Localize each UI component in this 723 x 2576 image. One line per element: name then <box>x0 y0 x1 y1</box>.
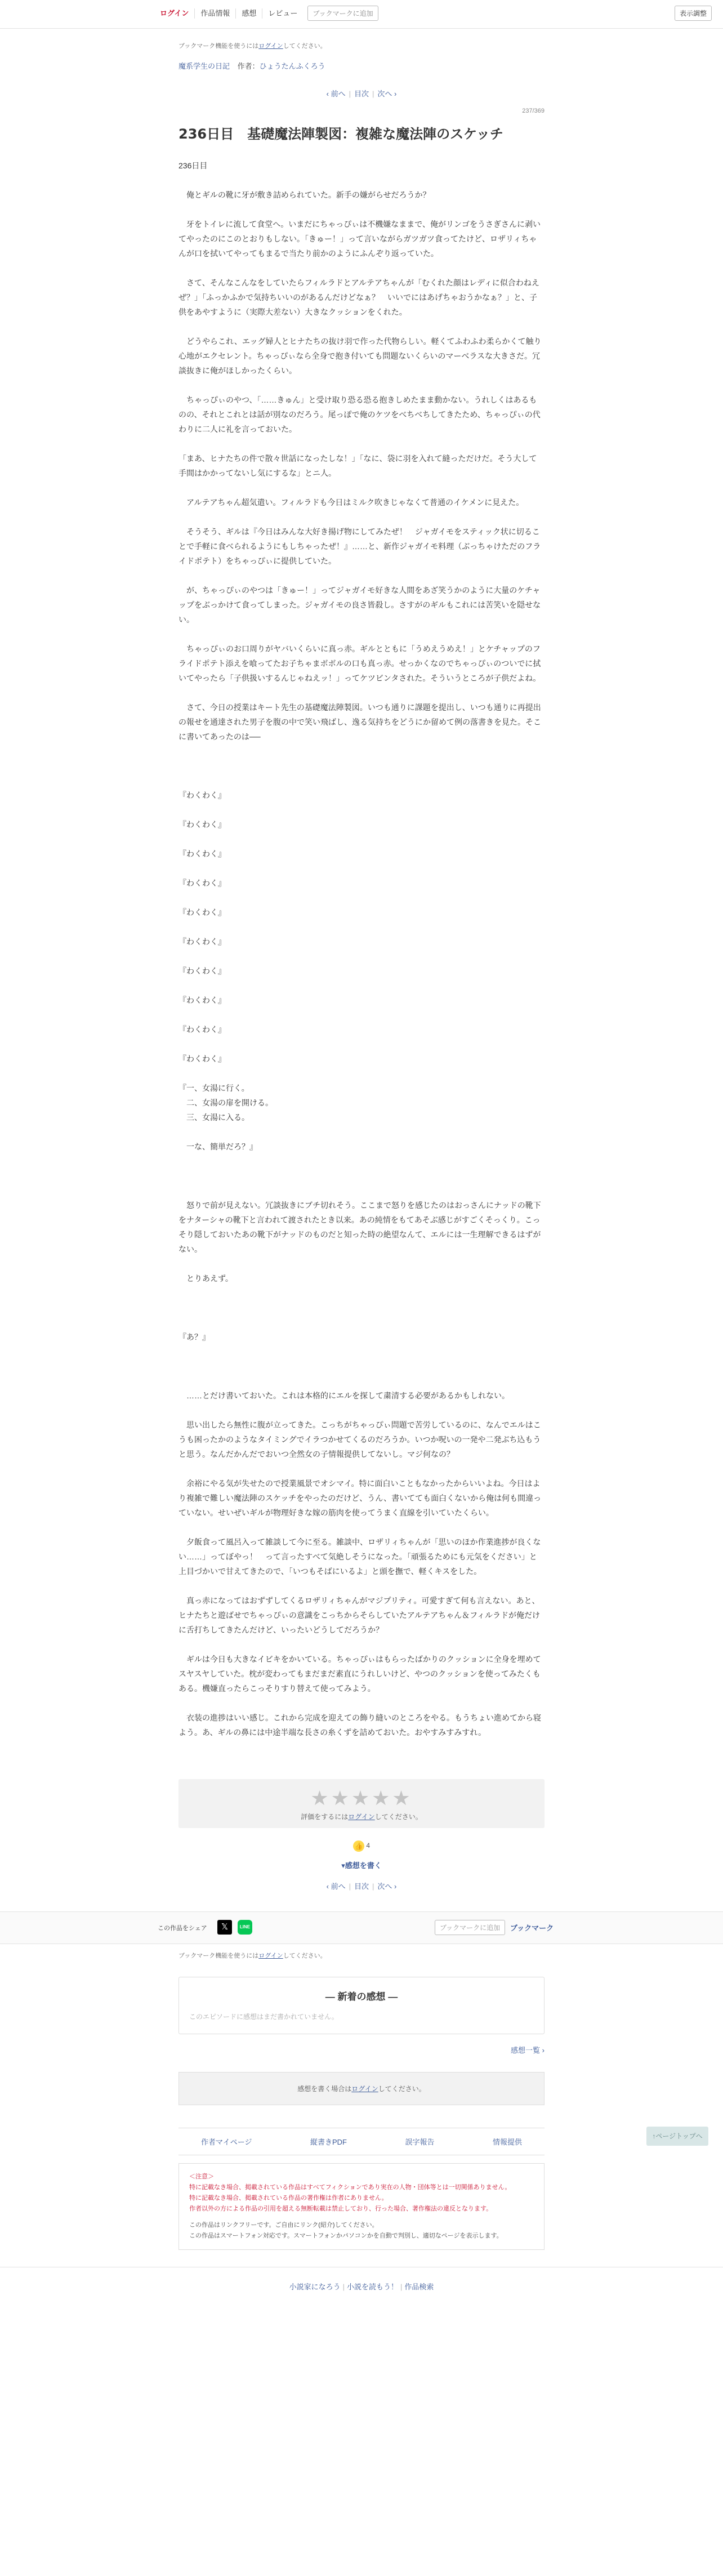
body-paragraph: 『わくわく』 <box>178 966 226 975</box>
body-paragraph: さて、今日の授業はキート先生の基礎魔法陣製図。いつも通りに課題を提出し、いつも通りに再提出の報せを通達された男子を腹の中で笑い飛ばし、逸る気持ちをどうにか留めて例の落書きを見た。そこに書いてあったのは── <box>178 703 541 741</box>
body-paragraph <box>178 759 545 773</box>
recent-reviews-box <box>178 1977 545 2034</box>
body-paragraph <box>178 1461 545 1476</box>
body-paragraph: 真っ赤になってはおずずしてくるロザリィちゃんがマジプリティ。可愛すぎて何も言えない。あと、ヒナたちと遊ばせでちゃっぴぃの意識をこっちからそらしていたアルテアちゃん＆フィルラドが俺だけに舌打ちしてきたんだけど、いったいどうしてだろうか？ <box>178 1596 541 1634</box>
body-paragraph: 『わくわく』 <box>178 879 226 888</box>
body-paragraph: どうやらこれ、エッグ婦人とヒナたちの抜け羽で作った代物らしい。軽くてふわふわ柔らかくて触り心地がエクセレント。ちゃっぴぃなら全身で抱き付いても問題ないくらいのマーベラスな大きさだ。冗談抜きに俺がほしかったくらい。 <box>178 337 542 375</box>
episode-pager-top: ‹ 前へ | 目次 | 次へ › <box>326 90 397 98</box>
bookmark-notice-lower-suffix: してください。 <box>283 1953 327 1959</box>
body-paragraph: 『あ？』 <box>178 1332 210 1342</box>
review-list-link[interactable]: 感想一覧 › <box>511 2046 545 2054</box>
body-paragraph <box>178 744 545 759</box>
body-paragraph <box>178 1037 545 1051</box>
write-review <box>178 1860 545 1870</box>
body-paragraph <box>178 1286 545 1300</box>
main-content <box>178 41 545 1891</box>
write-review-link[interactable]: ▾感想を書く <box>341 1861 382 1870</box>
body-paragraph <box>178 685 545 700</box>
vertical-pdf-link[interactable]: 縦書きPDF <box>310 2138 347 2146</box>
episode-title: 236日目 基礎魔法陣製図：複雑な魔法陣のスケッチ <box>178 126 503 142</box>
series-info <box>178 60 545 71</box>
body-paragraph: 怒りで前が見えない。冗談抜きにブチ切れそう。ここまで怒りを感じたのはおっさんにナッドの靴下をナターシャの靴下と言われて渡されたとき以来。あの純情をもてあそぶ感じがすごくそっくり。こっそり隠しておいたあの靴下がナッドのものだと知った時の絶望なんて、エルには一生理解できるはずがない。 <box>178 1201 541 1254</box>
review-login-suffix: してください。 <box>378 2085 426 2093</box>
author-link[interactable]: ひょうたんふくろう <box>259 62 325 70</box>
body-paragraph: とりあえず。 <box>178 1274 233 1283</box>
body-paragraph: 『わくわく』 <box>178 996 226 1005</box>
body-paragraph <box>178 173 545 188</box>
bookmark-notice-lower-login-link[interactable]: ログイン <box>258 1953 283 1959</box>
body-paragraph <box>178 1696 545 1710</box>
episode-body <box>178 158 545 1740</box>
body-paragraph <box>178 978 545 993</box>
rating-note-prefix: 評価をするには <box>301 1813 349 1821</box>
review-login-box <box>178 2072 545 2105</box>
bookmark-notice-lower-text: ブックマーク機能を使うには <box>178 1953 259 1959</box>
body-paragraph: 236日目 <box>178 161 208 170</box>
login-link[interactable]: ログイン <box>158 8 195 19</box>
add-bookmark-button[interactable]: ブックマークに追加 <box>307 6 378 21</box>
body-paragraph: 一な、簡単だろ？』 <box>178 1142 257 1151</box>
caution-info-line: この作品はリンクフリーです。ご自由にリンク(紹介)してください。 <box>189 2222 378 2229</box>
body-paragraph <box>178 510 545 524</box>
bottom-nav: 小説家になろう | 小説を読もう！ | 作品検索 <box>0 2267 723 2305</box>
body-paragraph <box>178 890 545 905</box>
lower-content <box>178 1951 545 2250</box>
narou-home-link[interactable]: 小説家になろう <box>289 2283 341 2291</box>
author-label: 作者： <box>237 62 260 70</box>
body-paragraph <box>178 1256 545 1271</box>
toc-link-bottom[interactable]: 目次 <box>354 1882 369 1891</box>
footer-links <box>178 2128 545 2155</box>
work-info-link[interactable]: 作品情報 <box>195 8 236 19</box>
rating-stars[interactable]: ★★★★★ <box>310 1786 413 1810</box>
body-paragraph <box>178 436 545 451</box>
caution-line: 特に記載なき場合、掲載されている作品はすべてフィクションであり実在の人物・団体等とは一切関係ありません。 <box>189 2184 511 2191</box>
add-bookmark-disabled-button[interactable]: ブックマークに追加 <box>435 1920 505 1935</box>
top-bar <box>0 0 723 29</box>
body-paragraph <box>178 1359 545 1374</box>
episode-number: 237/369 <box>522 108 545 114</box>
body-paragraph <box>178 1579 545 1593</box>
prev-link[interactable]: ‹ 前へ <box>326 90 346 98</box>
page-top-button[interactable]: ↑ページトップへ <box>646 2127 708 2146</box>
next-link[interactable]: 次へ › <box>377 90 397 98</box>
body-paragraph <box>178 1374 545 1388</box>
author-mypage-link[interactable]: 作者マイページ <box>201 2138 252 2146</box>
caution-info-line: この作品はスマートフォン対応です。スマートフォンかパソコンかを自動で判別し、適切なページを表示します。 <box>189 2232 503 2239</box>
bookmark-notice-suffix: してください。 <box>283 43 327 50</box>
body-paragraph: 『わくわく』 <box>178 937 226 946</box>
body-paragraph <box>178 568 545 583</box>
share-bar <box>0 1911 723 1944</box>
body-paragraph: 『わくわく』 <box>178 1054 226 1063</box>
typo-report-link[interactable]: 誤字報告 <box>405 2138 435 2146</box>
top-nav <box>158 6 378 21</box>
body-paragraph <box>178 1637 545 1652</box>
share-label: この作品をシェア <box>158 1925 207 1932</box>
body-paragraph <box>178 1169 545 1183</box>
body-paragraph: 衣装の進捗はいい感じ。これから完成を迎えての飾り縫いのところをやる。もうちょい進めてから寝よう。あ、ギルの鼻には中途半端な長さの糸くずを詰めておいた。おやすみすみすれ。 <box>178 1713 541 1737</box>
body-paragraph: アルテアちゃん超気遣い。フィルラドも今日はミルク吹きじゃなくて普通のイケメンに見えた。 <box>178 498 524 507</box>
body-paragraph: 「まあ、ヒナたちの件で散々世話になったしな！」「なに、袋に羽を入れて縫っただけだ。そう大して手間はかかってないし気にするな」とニ人。 <box>178 454 537 478</box>
caution-line: 作者以外の方による作品の引用を超える無断転載は禁止しており、行った場合、著作権法の違反となります。 <box>189 2205 493 2212</box>
body-paragraph <box>178 1154 545 1169</box>
body-paragraph <box>178 1066 545 1081</box>
series-title-link[interactable]: 魔系学生の日記 <box>178 62 230 70</box>
caution-box <box>178 2163 545 2250</box>
body-paragraph: ちゃっぴぃのやつ、「……きゅん」と受け取り恐る恐る抱きしめたまま動かない。うれしくはあるものの、それとこれとは話が別なのだろう。尾っぽで俺のケツをべちべちしてきたため、ちゃっぴぃの代わりに二人に礼を言っておいた。 <box>178 395 541 434</box>
body-paragraph: 思い出したら無性に腹が立ってきた。こっちがちゃっぴぃ問題で苦労しているのに、なんでエルはこうも困ったかのようなタイミングでイラつかせてくるのだろうか。いつか呪いの一発や二発ぶち込もうと思う。なんだかんだでおいつ全然女の子情報提供してないし。マジ何なの？ <box>178 1420 541 1459</box>
body-paragraph <box>178 1520 545 1535</box>
caution-line: 特に記載なき場合、掲載されている作品の著作権は作者にありません。 <box>189 2195 388 2201</box>
review-link[interactable]: レビュー <box>268 8 298 17</box>
body-paragraph: さて、そんなこんなをしていたらフィルラドとアルテアちゃんが「むくれた顔はレディに似合わねえぜ？」「ふっかふかで気持ちいいのがあるんだけどなぁ？ いいでにはあげちゃおうかなぁ？」と、子供をあやすように（実際大差ない）大きなクッションをくれた。 <box>178 278 539 317</box>
body-paragraph: 夕飯食って風呂入って雑談して今に至る。雑談中、ロザリィちゃんが「思いのほか作業進捗が良くない……」ってぼやっ！ って言ったすべて気絶しそうになった。「頑張るためにも元気をください」と上目づかいで甘えてきたので、「いつもそばにいるよ」と頭を撫で、軽くキスをした。 <box>178 1537 541 1576</box>
body-paragraph <box>178 319 545 334</box>
body-paragraph <box>178 1315 545 1330</box>
body-paragraph <box>178 1008 545 1022</box>
body-paragraph <box>178 627 545 641</box>
search-link[interactable]: 作品検索 <box>404 2283 434 2291</box>
body-paragraph <box>178 773 545 788</box>
body-paragraph: 余裕にやる気が失せたので授業風景でオシマイ。特に面白いこともなかったからいいよね。今日はより複雑で難しい魔法陣のスケッチをやったのだけど、うん、書いてても面白くないから俺は何も間違っていない。せいぜいギルが物理好きな嫁の筋肉を使ってうまく直線を引いていたくらい。 <box>178 1479 542 1517</box>
body-paragraph: 三、女湯に入る。 <box>178 1113 249 1122</box>
body-paragraph: そうそう、ギルは『今日はみんな大好き揚げ物にしてみたぜ！ ジャガイモをスティック状に切ることで手軽に食べられるようにもしちゃったぜ！』……と、新作ジャガイモ料理（ぶっちゃけただのフライドポテト）をちゃっぴぃに提供していた。 <box>178 527 541 565</box>
rating-note-suffix: してください。 <box>374 1813 422 1821</box>
yomou-link[interactable]: 小説を読もう！ <box>346 2283 398 2291</box>
body-paragraph: が、ちゃっぴぃのやつは「きゅー！」ってジャガイモ好きな人間をあざ笑うかのように大量のケチャップをぶっかけて食ってしまった。ジャガイモの良さ皆殺し。さすがのギルもこれには苦笑いを隠せない。 <box>178 586 541 624</box>
like-count: 4 <box>366 1842 371 1850</box>
rating-box <box>178 1779 545 1828</box>
caution-title: ＜注意＞ <box>189 2173 214 2180</box>
bookmark-notice-text: ブックマーク機能を使うには <box>178 43 259 50</box>
body-paragraph: 二、女湯の扉を開ける。 <box>178 1098 273 1107</box>
recent-reviews-heading: ― 新着の感想 ― <box>325 1991 398 2002</box>
body-paragraph <box>178 861 545 876</box>
display-settings-button[interactable]: 表示調整 <box>675 6 712 21</box>
bookmark-notice-lower <box>178 1951 545 1960</box>
body-paragraph: 『わくわく』 <box>178 849 226 858</box>
body-paragraph <box>178 1125 545 1139</box>
no-reviews-text: このエピソードに感想はまだ書かれていません。 <box>189 2013 338 2021</box>
body-paragraph <box>178 803 545 817</box>
review-login-prefix: 感想を書く場合は <box>297 2085 352 2093</box>
body-paragraph: 『わくわく』 <box>178 791 226 800</box>
rating-login-link[interactable]: ログイン <box>348 1813 375 1821</box>
body-paragraph: 俺とギルの靴に牙が敷き詰められていた。新手の嫌がらせだろうか？ <box>178 190 431 199</box>
x-share-icon[interactable]: 𝕏 <box>217 1920 232 1935</box>
like-section <box>178 1840 545 1852</box>
episode-pager-bottom: ‹ 前へ | 目次 | 次へ › <box>326 1882 397 1891</box>
body-paragraph: 牙をトイレに流して食堂へ。いまだにちゃっぴぃは不機嫌なままで、俺がリンゴをうさぎさんに剥いてやったのにこのとおりもしない。「きゅー！」って言いながらガツガツ食ってたけど、ロザリィちゃんが口を拭いてやってもまるで当たり前かのようにふんぞり返っていた。 <box>178 220 541 258</box>
body-paragraph <box>178 920 545 934</box>
body-paragraph <box>178 480 545 495</box>
body-paragraph <box>178 832 545 846</box>
body-paragraph: 『わくわく』 <box>178 908 226 917</box>
body-paragraph <box>178 1300 545 1315</box>
review-list <box>178 2044 545 2055</box>
next-link-bottom[interactable]: 次へ › <box>377 1882 397 1891</box>
body-paragraph <box>178 1344 545 1359</box>
prev-link-bottom[interactable]: ‹ 前へ <box>326 1882 346 1891</box>
bookmark-notice <box>178 41 545 50</box>
review-login-link[interactable]: ログイン <box>351 2085 378 2093</box>
body-paragraph: ちゃっぴぃのお口周りがヤバいくらいに真っ赤。ギルとともに「うめえうめえ！」とケチャップのフライドポテト添えを喰ってたお子ちゃまボボルの口も真っ赤。せっかくなのでちゃっぴぃのついでに拭いてやったら「子供扱いするんじゃねえッ！」ってケツビンタされた。そういうところが子供だよね。 <box>178 644 541 683</box>
body-paragraph: ギルは今日も大きなイビキをかいている。ちゃっぴぃはもらったばかりのクッションに全身を埋めてスヤスヤしていた。枕が変わってもまだまだ素直にうれしいけど、やつのクッションを使ってみたくもある。機嫌直ったらこっそりすり替えて使ってみよう。 <box>178 1655 541 1693</box>
impressions-link[interactable]: 感想 <box>236 8 262 19</box>
body-paragraph <box>178 1403 545 1418</box>
info-provide-link[interactable]: 情報提供 <box>492 2138 522 2146</box>
body-paragraph <box>178 949 545 964</box>
bookmark-link[interactable]: ブックマーク <box>510 1924 554 1932</box>
toc-link[interactable]: 目次 <box>354 90 369 98</box>
body-paragraph <box>178 378 545 393</box>
body-paragraph: ……とだけ書いておいた。これは本格的にエルを探して粛清する必要があるかもしれない。 <box>178 1391 510 1400</box>
body-paragraph: 『一、女湯に行く。 <box>178 1084 249 1093</box>
bookmark-notice-login-link[interactable]: ログイン <box>258 43 283 50</box>
body-paragraph <box>178 202 545 217</box>
thumbs-up-icon[interactable]: 👍 <box>353 1840 364 1852</box>
body-paragraph <box>178 1183 545 1198</box>
rating-note <box>178 1812 545 1821</box>
body-paragraph: 『わくわく』 <box>178 1025 226 1034</box>
body-paragraph <box>178 261 545 275</box>
body-paragraph: 『わくわく』 <box>178 820 226 829</box>
line-share-icon[interactable]: LINE <box>238 1920 252 1935</box>
